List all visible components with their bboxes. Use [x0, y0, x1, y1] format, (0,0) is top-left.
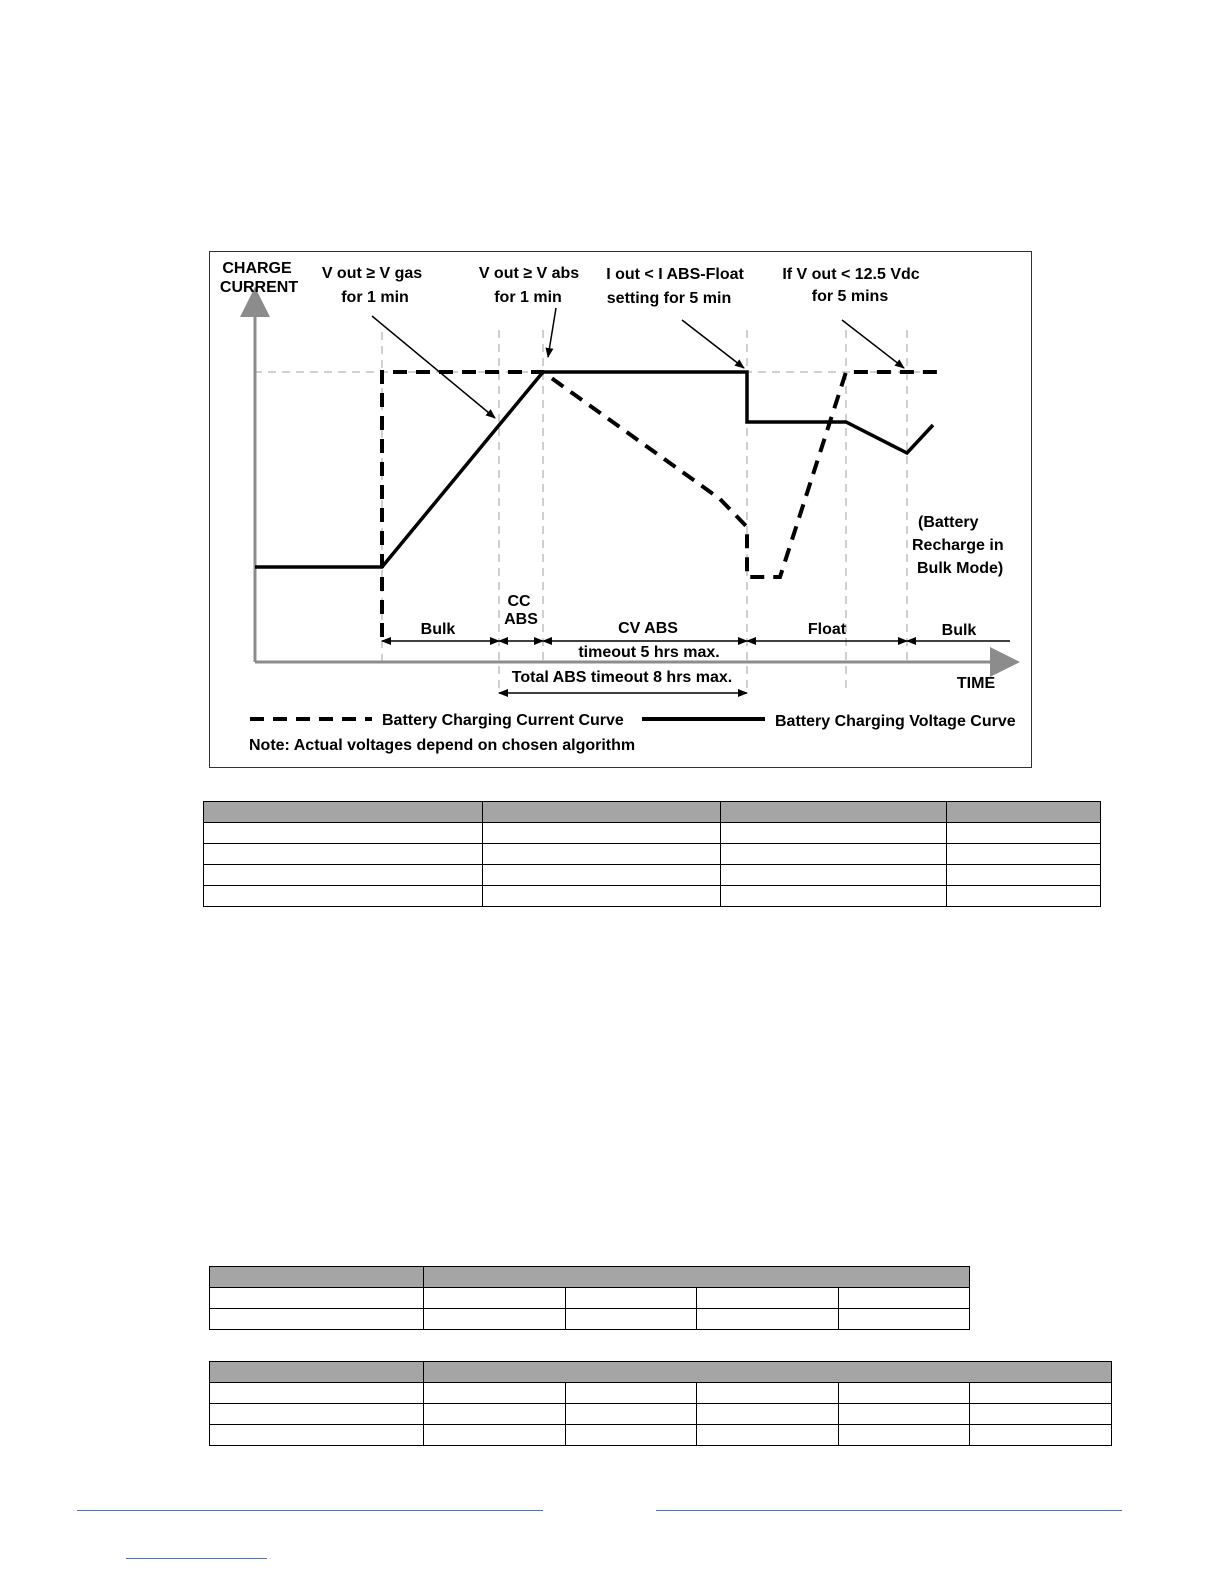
callout-vabs-line2: for 1 min	[494, 289, 562, 306]
stage-bulk-again-label: Bulk	[941, 622, 977, 639]
table-cell	[204, 865, 483, 886]
table-cell	[839, 1309, 970, 1330]
current-curve	[382, 372, 938, 637]
callout-recharge-line2: for 5 mins	[811, 288, 889, 305]
table-cell	[697, 1309, 839, 1330]
total-abs-label: Total ABS timeout 8 hrs max.	[511, 669, 733, 686]
table-cell	[210, 1404, 424, 1425]
table-cell	[947, 865, 1101, 886]
table-cell	[697, 1404, 839, 1425]
table-cell	[424, 1425, 566, 1446]
callout-arrow	[682, 320, 744, 368]
table-cell	[210, 1383, 424, 1404]
recharge-note-line2: Recharge in	[912, 537, 1004, 554]
table-header-row	[204, 802, 1101, 823]
table-header-cell	[210, 1267, 424, 1288]
table-cell	[424, 1288, 566, 1309]
data-table-1	[203, 801, 1101, 907]
table-cell	[697, 1383, 839, 1404]
table-row	[204, 865, 1101, 886]
legend-voltage-label: Battery Charging Voltage Curve	[775, 713, 1016, 730]
table-cell	[483, 823, 721, 844]
footer-rule-left	[77, 1510, 543, 1511]
recharge-note-line3: Bulk Mode)	[917, 560, 1004, 577]
stage-bulk-label: Bulk	[420, 621, 456, 638]
table-cell	[721, 844, 947, 865]
table-header-cell	[721, 802, 947, 823]
table-cell	[839, 1404, 970, 1425]
table-cell	[424, 1383, 566, 1404]
table-cell	[204, 823, 483, 844]
charging-curve-svg	[210, 252, 1033, 769]
table-row	[204, 823, 1101, 844]
table-cell	[210, 1425, 424, 1446]
table-cell	[721, 865, 947, 886]
diagram-note: Note: Actual voltages depend on chosen algorithm	[249, 737, 636, 754]
stage-cv-timeout-label: timeout 5 hrs max.	[578, 644, 720, 661]
table-header-cell	[424, 1362, 1112, 1383]
table-header-cell	[204, 802, 483, 823]
table-cell	[204, 886, 483, 907]
table-cell	[970, 1383, 1112, 1404]
table-header-cell	[210, 1362, 424, 1383]
table-cell	[839, 1288, 970, 1309]
callout-vgas-line1: V out ≥ V gas	[321, 265, 423, 282]
table-cell	[947, 823, 1101, 844]
table-cell	[947, 886, 1101, 907]
footer-rule-right	[656, 1510, 1122, 1511]
table-header-cell	[483, 802, 721, 823]
table-header-cell	[947, 802, 1101, 823]
table-cell	[970, 1425, 1112, 1446]
table-row	[204, 844, 1101, 865]
table-cell	[697, 1425, 839, 1446]
callout-arrow	[372, 316, 495, 418]
table-cell	[483, 844, 721, 865]
callout-iabs-line2: setting for 5 min	[606, 290, 732, 307]
x-axis-label: TIME	[956, 675, 996, 692]
data-table-2	[209, 1266, 970, 1330]
table-cell	[566, 1383, 697, 1404]
callout-recharge-line1: If V out < 12.5 Vdc	[782, 266, 920, 283]
stage-cc-label: CC	[507, 593, 531, 610]
table-header-row	[210, 1362, 1112, 1383]
table-cell	[483, 886, 721, 907]
table-cell	[483, 865, 721, 886]
stage-float-label: Float	[807, 621, 847, 638]
table-cell	[721, 886, 947, 907]
table-row	[210, 1404, 1112, 1425]
table-cell	[697, 1288, 839, 1309]
table-cell	[566, 1288, 697, 1309]
callout-vabs-line1: V out ≥ V abs	[478, 265, 580, 282]
callout-arrow	[548, 308, 556, 357]
callout-arrows	[372, 308, 904, 418]
table-cell	[970, 1404, 1112, 1425]
table-row	[204, 886, 1101, 907]
table-cell	[204, 844, 483, 865]
table-cell	[839, 1383, 970, 1404]
callout-vgas-line2: for 1 min	[341, 289, 409, 306]
stage-cv-abs-label: CV ABS	[618, 620, 678, 637]
y-axis-label-line1: CHARGE	[222, 260, 292, 277]
table-cell	[566, 1309, 697, 1330]
callout-iabs-line1: I out < I ABS-Float	[606, 266, 744, 283]
table-cell	[839, 1425, 970, 1446]
legend-current-label: Battery Charging Current Curve	[382, 712, 624, 729]
table-cell	[947, 844, 1101, 865]
table-row	[210, 1425, 1112, 1446]
recharge-note-line1: (Battery	[918, 514, 979, 531]
y-axis-label-line2: CURRENT	[219, 279, 299, 296]
voltage-curve	[255, 372, 933, 567]
table-row	[210, 1288, 970, 1309]
table-cell	[424, 1309, 566, 1330]
table-cell	[210, 1288, 424, 1309]
charging-diagram	[209, 251, 1032, 768]
table-header-row	[210, 1267, 970, 1288]
callout-arrow	[842, 320, 904, 368]
table-row	[210, 1383, 1112, 1404]
table-cell	[566, 1404, 697, 1425]
table-cell	[424, 1404, 566, 1425]
table-cell	[566, 1425, 697, 1446]
data-table-3	[209, 1361, 1112, 1446]
table-cell	[210, 1309, 424, 1330]
footer-link-underline[interactable]	[126, 1558, 267, 1559]
table-row	[210, 1309, 970, 1330]
stage-abs-label: ABS	[504, 611, 538, 628]
table-header-cell	[424, 1267, 970, 1288]
table-cell	[721, 823, 947, 844]
